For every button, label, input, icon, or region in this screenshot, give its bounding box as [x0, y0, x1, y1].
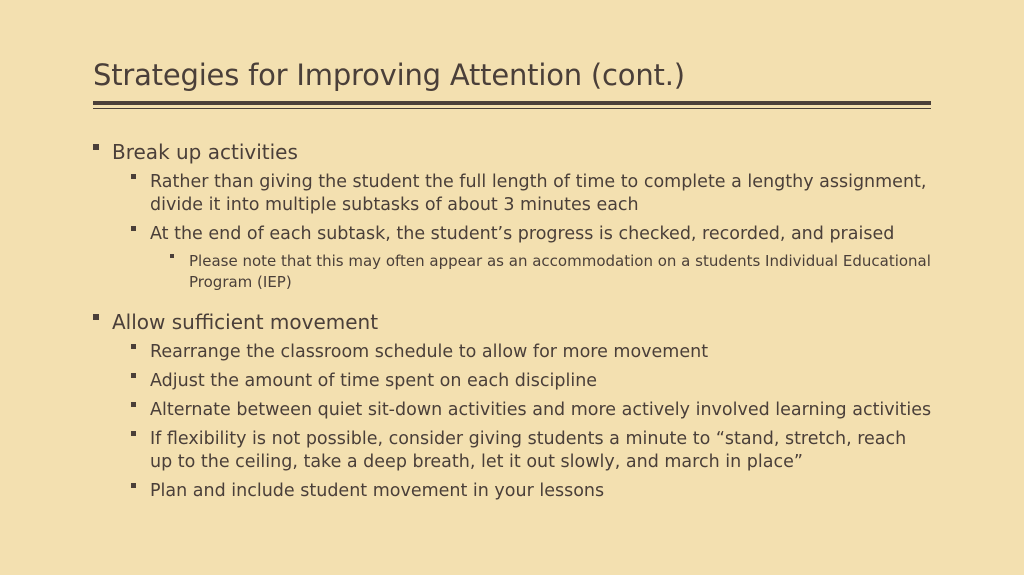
title-rule-thick [93, 101, 931, 105]
sub-bullet-progress-checked: At the end of each subtask, the student’s progress is checked, recorded, and praised [131, 223, 933, 246]
sub-bullet-plan-movement: Plan and include student movement in your lessons [131, 480, 933, 503]
sub-bullet-divide-assignment: Rather than giving the student the full length of time to complete a lengthy assignment, divide it into multiple subtasks of about 3 minutes each [131, 171, 933, 217]
sub-bullet-flexibility: If flexibility is not possible, consider giving students a minute to “stand, stretch, reach up to the ceiling, take a deep breath, let it out slowly, and march in place” [131, 428, 933, 474]
title-rule-thin [93, 108, 931, 109]
note-bullet-iep: Please note that this may often appear as an accommodation on a students Individual Educational Program (IEP) [170, 251, 933, 292]
sub-bullet-adjust-time: Adjust the amount of time spent on each discipline [131, 370, 933, 393]
bullet-list [93, 138, 933, 503]
bullet-break-up-activities: Break up activities [93, 138, 933, 166]
sub-bullet-alternate-activities: Alternate between quiet sit-down activities and more actively involved learning activities [131, 399, 933, 422]
slide-content [93, 138, 933, 503]
sub-bullet-rearrange-schedule: Rearrange the classroom schedule to allow for more movement [131, 341, 933, 364]
bullet-allow-movement: Allow sufficient movement [93, 308, 933, 336]
slide-title: Strategies for Improving Attention (cont.) [93, 58, 685, 92]
